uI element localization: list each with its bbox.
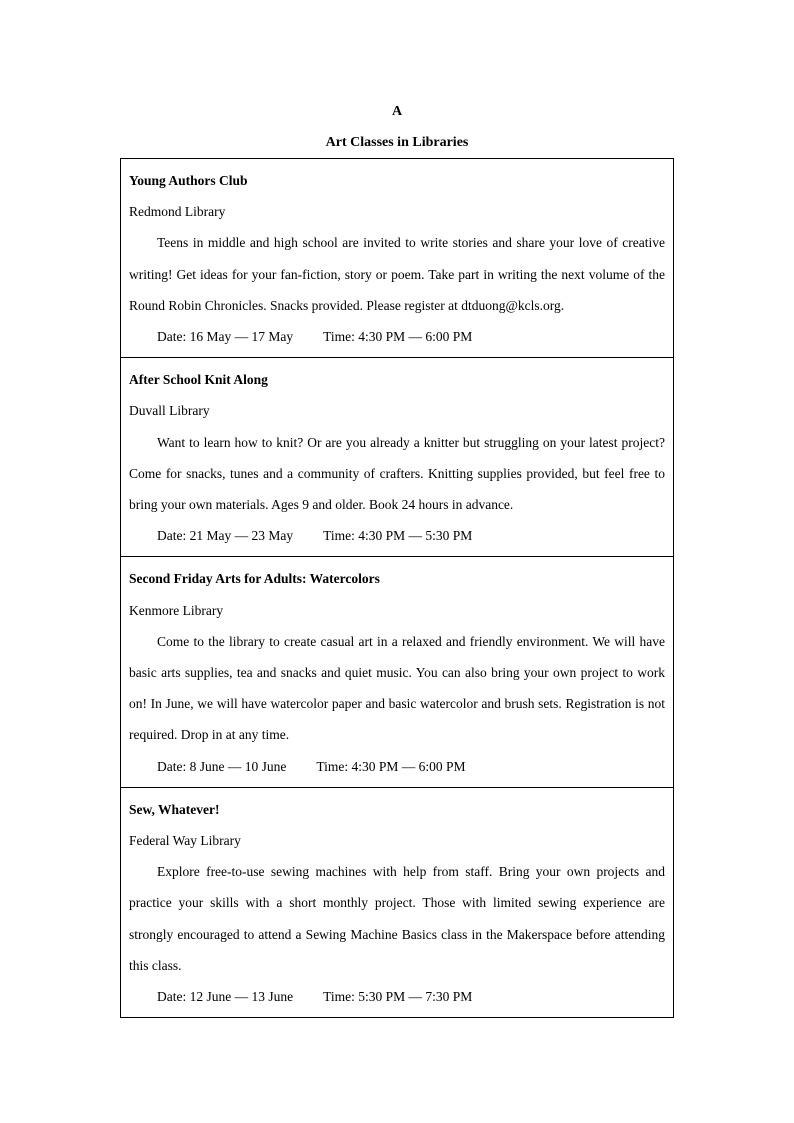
class-schedule [129, 321, 665, 352]
class-entry-young-authors-club [121, 159, 673, 357]
section-letter: A [391, 104, 403, 119]
class-date: Date: 21 May — 23 May [157, 528, 294, 544]
library-name: Kenmore Library [129, 602, 224, 618]
class-time: Time: 5:30 PM — 7:30 PM [323, 989, 473, 1005]
class-description: Explore free-to-use sewing machines with help from staff. Bring your own projects and practice your skills with a short monthly project. Those with limited sewing experience are strongly encouraged to attend a Sewing Machine Basics class in the Makerspace before attending this class. [129, 864, 665, 973]
classes-table [120, 158, 674, 1018]
class-schedule [129, 981, 665, 1012]
class-description: Want to learn how to knit? Or are you already a knitter but struggling on your latest project? Come for snacks, tunes and a community of crafters. Knitting supplies provided, but feel free to bring your own materials. Ages 9 and older. Book 24 hours in advance. [129, 434, 665, 513]
class-schedule [129, 520, 665, 551]
class-entry-watercolors [121, 556, 673, 786]
class-date: Date: 12 June — 13 June [157, 989, 294, 1005]
class-entry-knit-along [121, 357, 673, 556]
class-time: Time: 4:30 PM — 6:00 PM [316, 758, 466, 774]
class-title: Second Friday Arts for Adults: Watercolors [129, 571, 380, 587]
class-description: Teens in middle and high school are invited to write stories and share your love of creative writing! Get ideas for your fan-fiction, story or poem. Take part in writing the next volume of the Round Robin Chronicles. Snacks provided. Please register at dtduong@kcls.org. [129, 235, 665, 313]
class-time: Time: 4:30 PM — 6:00 PM [323, 329, 473, 345]
class-description: Come to the library to create casual art in a relaxed and friendly environment. We will have basic arts supplies, tea and snacks and quiet music. You can also bring your own project to work on! In June, we will have watercolor paper and basic watercolor and brush sets. Registration is not required. Drop in at any time. [129, 633, 665, 743]
page-title: Art Classes in Libraries [325, 135, 469, 150]
class-title: Young Authors Club [129, 173, 248, 188]
class-time: Time: 4:30 PM — 5:30 PM [323, 528, 473, 544]
library-name: Duvall Library [129, 403, 210, 419]
class-date: Date: 16 May — 17 May [157, 329, 294, 345]
class-title: Sew, Whatever! [129, 801, 220, 817]
library-name: Federal Way Library [129, 833, 241, 849]
class-title: After School Knit Along [129, 372, 268, 388]
class-date: Date: 8 June — 10 June [157, 758, 287, 774]
class-schedule [129, 751, 665, 782]
library-name: Redmond Library [129, 204, 226, 220]
class-entry-sew-whatever [121, 787, 673, 1017]
